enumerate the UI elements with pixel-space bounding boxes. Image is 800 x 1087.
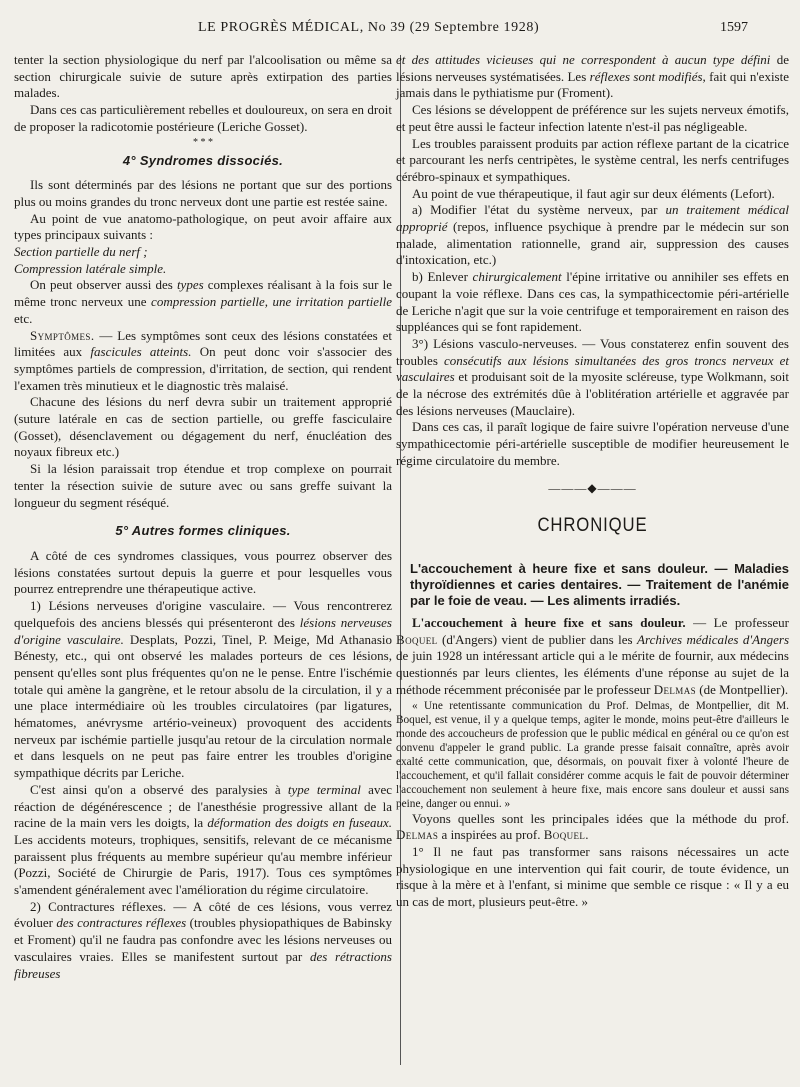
left-column xyxy=(14,52,392,982)
paragraph: b) Enlever chirurgicalement l'épine irritative ou annihiler ses effets en coupant la voie réflexe. Dans ces cas, la sympathicectomie péri-artérielle de Leriche n'agit que sur la voie centrifuge et temporairement en raison des suppléances qui se font rapidement. xyxy=(396,269,789,335)
paragraph: 1° Il ne faut pas transformer sans raisons nécessaires un acte physiologique en une intervention qui fait courir, de toute évidence, un risque à la mère et à l'enfant, si minime que semble ce risque : « Il y a eu un cas de mort, plusieurs peut-être. » xyxy=(396,843,789,910)
ornament-divider: ———◆——— xyxy=(548,480,637,495)
paragraph: Les troubles paraissent produits par action réflexe partant de la cicatrice et parcourant les nerfs centripètes, le système central, les nerfs centrifuges cérébro-spinaux et sympathiques. xyxy=(396,135,789,184)
section-separator: * * * xyxy=(193,136,213,148)
paragraph: L'accouchement à heure fixe et sans douleur. — Le professeur Boquel (d'Angers) vient de publier dans les Archives médicales d'Angers de juin 1928 un intéressant article qui a le mérite de fournir, aux médecins questionnés par leurs clientes, les éléments d'une réponse au sujet de la méthode récemment préconisée par le professeur Delmas (de Montpellier). xyxy=(396,614,790,697)
paragraph: On peut observer aussi des types complexes réalisant à la fois sur le même tronc nerveux une compression partielle, une irritation partielle etc. xyxy=(14,277,392,326)
paragraph: Ils sont déterminés par des lésions ne portant que sur des portions plus ou moins grandes du tronc nerveux dont une partie est restée saine. xyxy=(14,177,392,209)
paragraph: Au point de vue anatomo-pathologique, on peut avoir affaire aux types principaux suivants : xyxy=(14,210,392,243)
paragraph: tenter la section physiologique du nerf par l'alcoolisation ou même sa section chirurgicale suivie de suture après extirpation des parties malades. xyxy=(14,52,392,101)
section-heading-5: 5° Autres formes cliniques. xyxy=(115,523,291,539)
page-number: 1597 xyxy=(720,20,748,35)
journal-title: LE PROGRÈS MÉDICAL, No 39 (29 Septembre 1928) xyxy=(198,20,540,35)
paragraph: a) Modifier l'état du système nerveux, par un traitement médical approprié (repos, influence psychique à prendre par le médecin sur son malade, alimentation rationnelle, grand air, suppression des causes d'intoxication, etc.) xyxy=(396,202,789,268)
paragraph: Au point de vue thérapeutique, il faut agir sur deux éléments (Lefort). xyxy=(412,185,775,201)
paragraph: Chacune des lésions du nerf devra subir un traitement approprié (suture latérale en cas de section partielle, ou greffe fasciculaire (Gosset), désenclavement ou dégagement du nerf, énucléation des noyaux fibreux etc.) xyxy=(14,394,392,460)
quotation: « Une retentissante communication du Prof. Delmas, de Montpellier, dit M. Boquel, est venue, il y a quelque temps, agiter le monde, moins peut-être d'ailleurs le monde des accoucheurs de profession que le public médical en général ou ce qu'on est convenu d'appeler le grand public. La grande presse faisait connaître, après avoir exalté cette communication, que, désormais, on pouvait fixer à volonté l'heure de l'accouchement, et qu'il fallait considérer comme acquis le fait de pouvoir déterminer l'accouchement non seulement à heure fixe, mais encore sans douleur et aussi sans peine, danger ou ennui. » xyxy=(396,699,789,810)
paragraph: Ces lésions se développent de préférence sur les sujets nerveux émotifs, et peut être aussi le facteur infection latente n'est-il pas négligeable. xyxy=(396,102,789,134)
paragraph: et des attitudes vicieuses qui ne correspondent à aucun type défini de lésions nerveuses systématisées. Les réflexes sont modifiés, fait qui n'existe jamais dans le pythiatisme pur (Froment). xyxy=(396,52,789,101)
paragraph: 1) Lésions nerveuses d'origine vasculaire. — Vous rencontrerez quelquefois des anciens blessés qui présenteront des lésions nerveuses d'origine vasculaire. Desplats, Pozzi, Tinel, P. Meige, Md Athanasio Bénesty, etc., qui ont observé les malades porteurs de ces lésions, pensent qu'elles sont plus fréquentes qu'on ne le pense. Entre l'ischémie totale qui amène la gangrène, et le retour absolu de la circulation, il y a une place intermédiaire où les troubles circulatoires (par ligatures, hématomes, anévrysme artério-veineux) provoquent des accidents nerveux par ischémie partielle jusqu'au retour de la circulation normale et dans lesquels on ne peut pas faire entrer les troubles d'origine sympathique décrits par Leriche. xyxy=(14,598,392,781)
list-item: Compression latérale simple. xyxy=(14,260,167,276)
paragraph: Dans ces cas particulièrement rebelles et douloureux, on sera en droit de proposer la radicotomie postérieure (Leriche Gosset). xyxy=(14,102,392,134)
page-header xyxy=(0,0,800,40)
paragraph: Si la lésion paraissait trop étendue et trop complexe on pourrait tenter la résection suivie de suture avec ou sans greffe suivant la longueur du segment réséqué. xyxy=(14,461,392,510)
paragraph: A côté de ces syndromes classiques, vous pourrez observer des lésions constatées surtout depuis la guerre et pour lesquelles vous pourrez entreprendre une thérapeutique active. xyxy=(14,547,392,597)
paragraph: C'est ainsi qu'on a observé des paralysies à type terminal avec réaction de dégénérescence ; de l'anesthésie progressive allant de la racine de la main vers les doigts, la déformation des doigts en fuseaux. Les accidents moteurs, trophiques, sensitifs, relevant de ce mécanisme paraissent plus fréquents au membre supérieur qu'au membre inférieur (Pozzi, Société de Chirurgie de Paris, 1917). Tous ces symptômes s'amendent généralement avec l'amélioration du régime circulatoire. xyxy=(14,781,392,898)
paragraph: Symptômes. — Les symptômes sont ceux des lésions constatées et limitées aux fascicules atteints. On peut donc voir s'associer des symptômes partiels de compression, d'irritation, de section, qui rendent l'examen très minutieux et le diagnostic très malaisé. xyxy=(14,327,392,393)
paragraph: 3°) Lésions vasculo-nerveuses. — Vous constaterez enfin souvent des troubles consécutifs aux lésions simultanées des gros troncs nerveux et vasculaires et produisant soit de la myosite scléreuse, type Wolkmann, soit de la nécrose des extrémités dûe à l'oblitération artérielle et aggravée par des lésions nerveuses (Mauclaire). xyxy=(396,335,789,418)
paragraph: Voyons quelles sont les principales idées que la méthode du prof. Delmas a inspirées au prof. Boquel. xyxy=(396,810,789,843)
right-column xyxy=(396,52,789,911)
list-item: Section partielle du nerf ; xyxy=(14,244,148,260)
article-title: L'accouchement à heure fixe et sans douleur. — Maladies thyroïdiennes et caries dentaires. — Traitement de l'anémie par le foie de veau. — Les aliments irradiés. xyxy=(410,560,789,608)
paragraph: Dans ces cas, il paraît logique de faire suivre l'opération nerveuse d'une sympathicectomie péri-artérielle susceptible de modifier heureusement le régime circulatoire du membre. xyxy=(396,419,789,468)
chronique-heading: CHRONIQUE xyxy=(537,515,648,537)
section-heading-4: 4° Syndromes dissociés. xyxy=(122,152,284,168)
paragraph: 2) Contractures réflexes. — A côté de ces lésions, vous verrez évoluer des contractures réflexes (troubles physiopathiques de Babinsky et Froment) qu'il ne faudra pas confondre avec les lésions nerveuses ou vasculaires vraies. Elles se manifestent surtout par des rétractions fibreuses xyxy=(14,898,392,981)
